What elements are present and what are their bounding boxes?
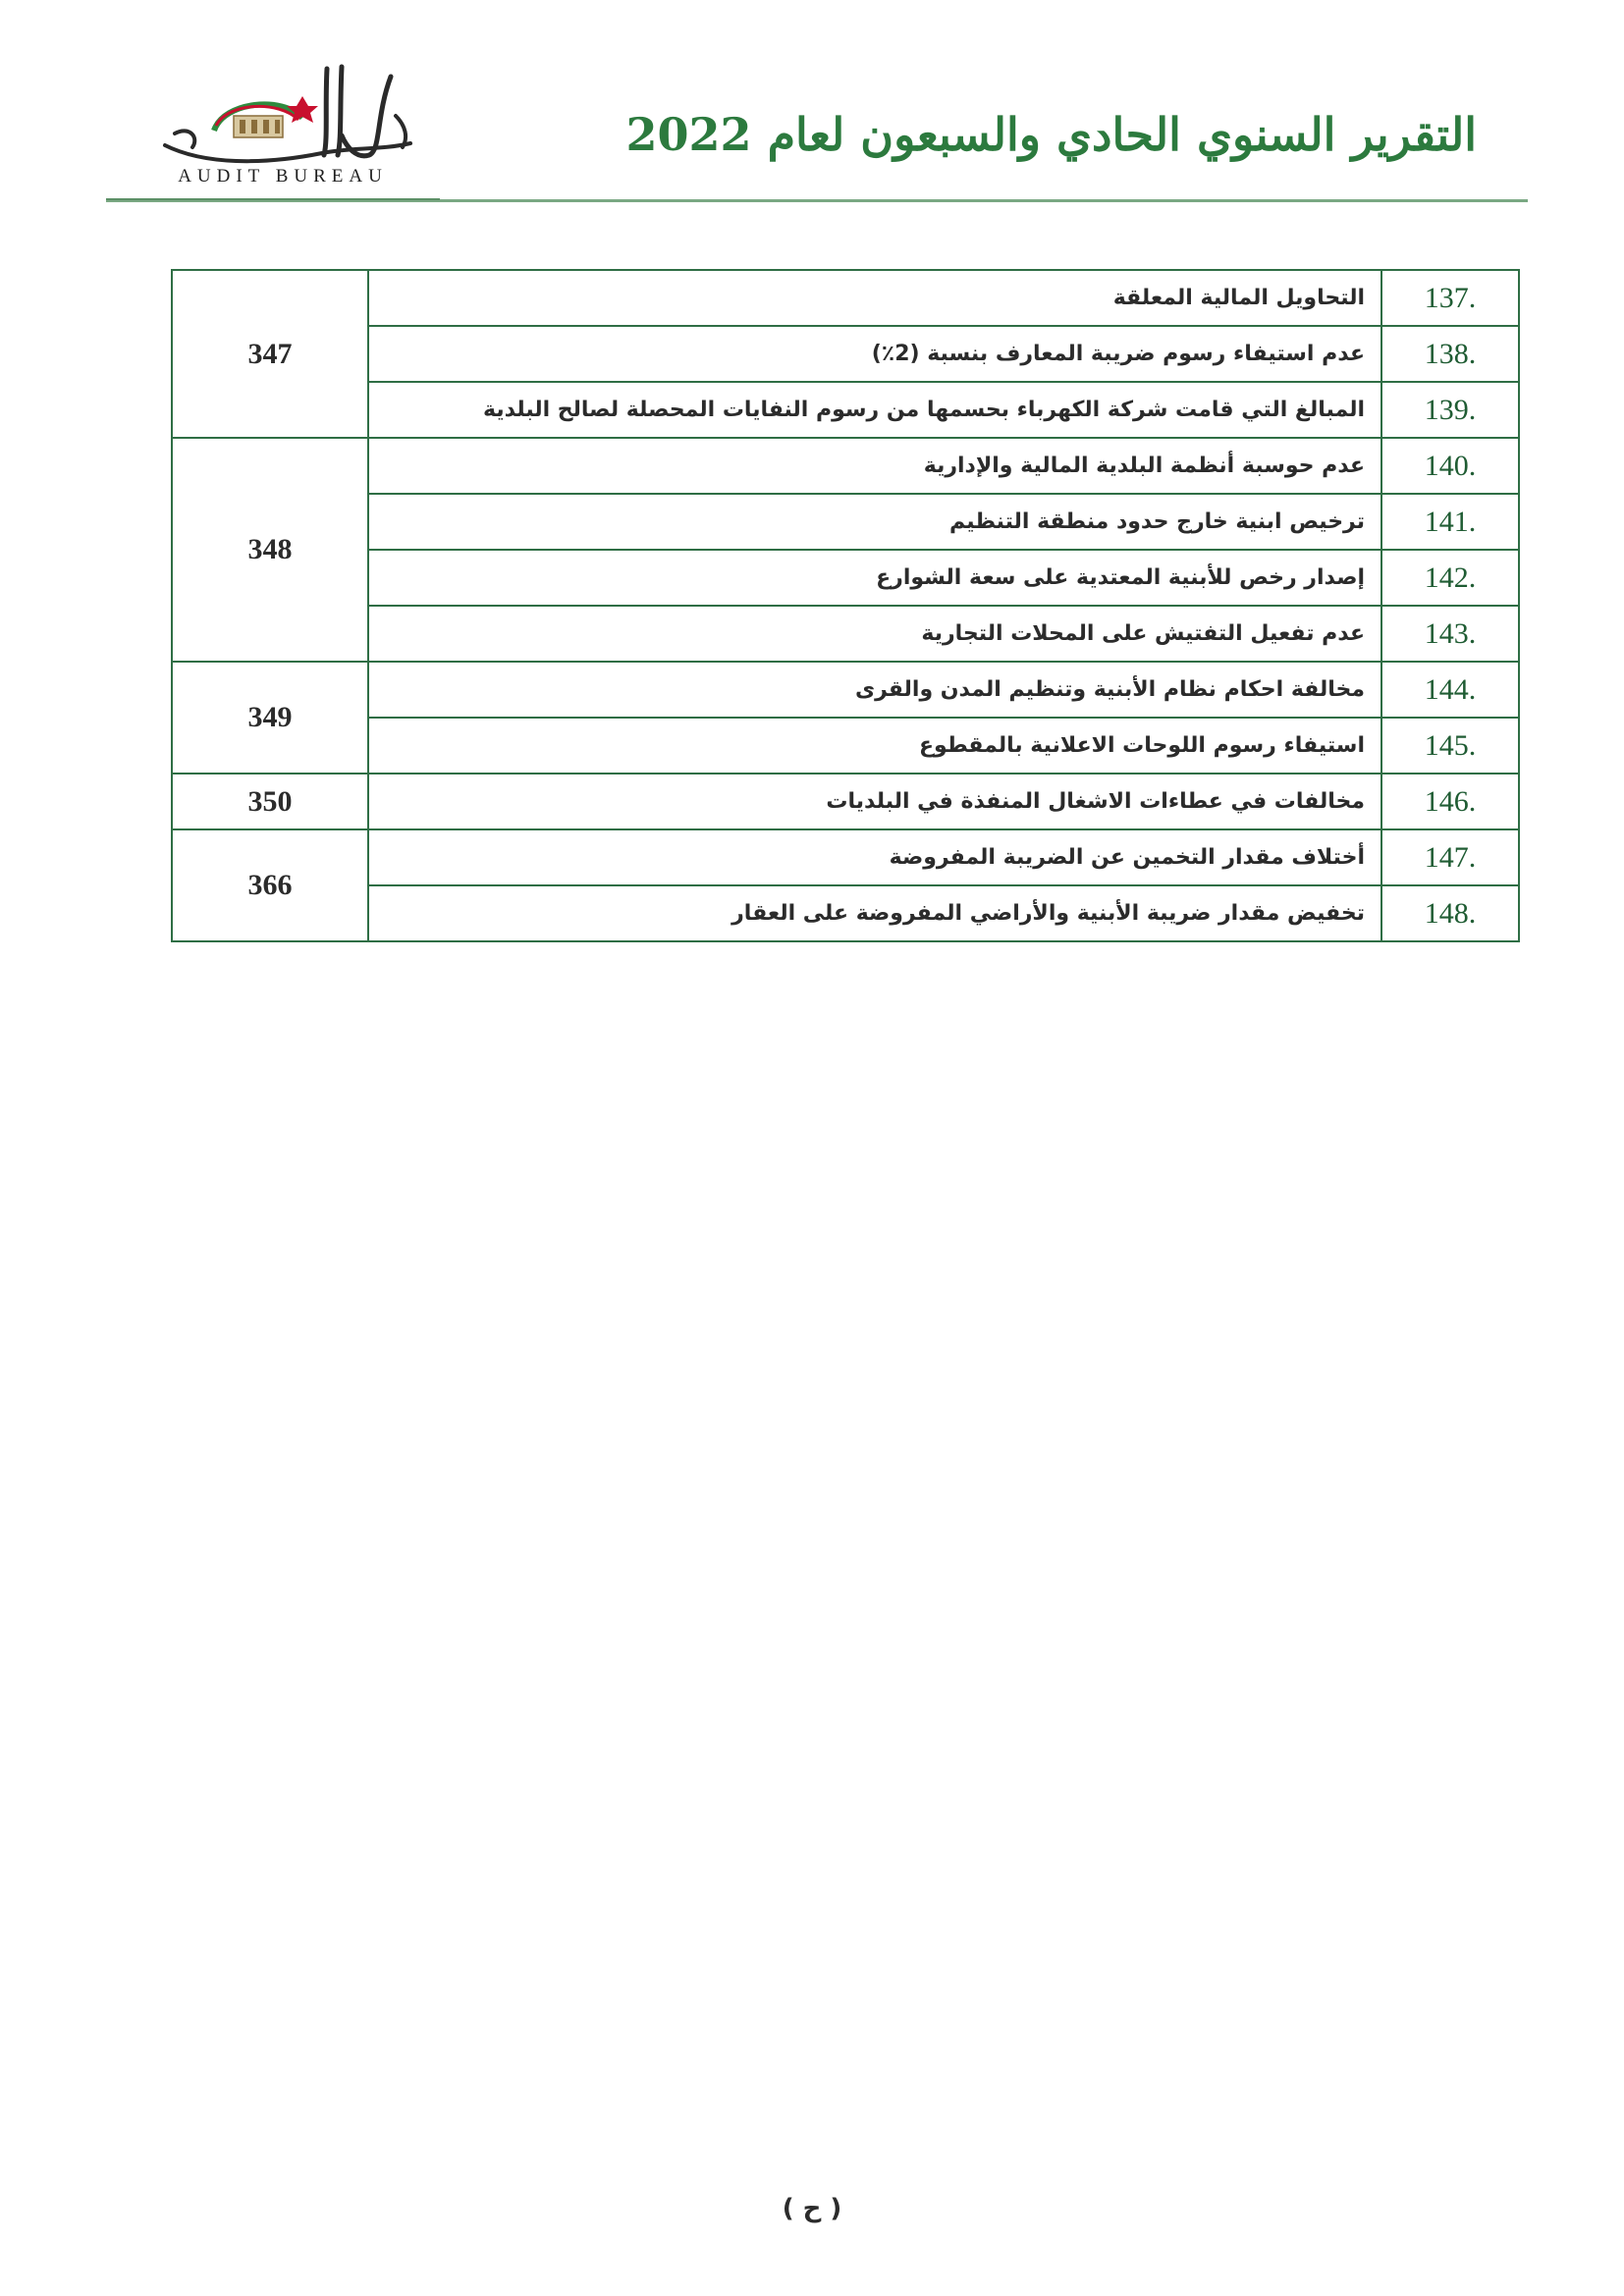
item-title: عدم استيفاء رسوم ضريبة المعارف بنسبة (2٪)	[368, 326, 1381, 382]
table-row	[172, 885, 1519, 941]
item-number: 146.	[1381, 774, 1519, 829]
page-number: 350	[172, 774, 368, 829]
contents-table	[171, 269, 1520, 942]
logo-caption: AUDIT BUREAU	[178, 166, 388, 187]
table-row	[172, 718, 1519, 774]
item-title: أختلاف مقدار التخمين عن الضريبة المفروضة	[368, 829, 1381, 885]
table-row	[172, 438, 1519, 494]
report-title: التقرير السنوي الحادي والسبعون لعام 2022	[625, 108, 1477, 161]
audit-bureau-logo	[145, 57, 420, 194]
item-title: مخالفات في عطاءات الاشغال المنفذة في البلديات	[368, 774, 1381, 829]
item-number: 145.	[1381, 718, 1519, 774]
page-header	[0, 0, 1624, 211]
item-title: مخالفة احكام نظام الأبنية وتنظيم المدن والقرى	[368, 662, 1381, 718]
table-row	[172, 606, 1519, 662]
item-title: المبالغ التي قامت شركة الكهرباء بحسمها من رسوم النفايات المحصلة لصالح البلدية	[368, 382, 1381, 438]
table-row	[172, 550, 1519, 606]
item-number: 137.	[1381, 270, 1519, 326]
item-title: عدم حوسبة أنظمة البلدية المالية والإدارية	[368, 438, 1381, 494]
item-number: 144.	[1381, 662, 1519, 718]
item-number: 139.	[1381, 382, 1519, 438]
item-title: عدم تفعيل التفتيش على المحلات التجارية	[368, 606, 1381, 662]
item-title: ترخيص ابنية خارج حدود منطقة التنظيم	[368, 494, 1381, 550]
item-number: 143.	[1381, 606, 1519, 662]
page-number: 347	[172, 270, 368, 438]
item-number: 148.	[1381, 885, 1519, 941]
page-number: 366	[172, 829, 368, 941]
table-row	[172, 494, 1519, 550]
header-divider-accent	[106, 198, 440, 200]
item-number: 147.	[1381, 829, 1519, 885]
item-title: استيفاء رسوم اللوحات الاعلانية بالمقطوع	[368, 718, 1381, 774]
table-row	[172, 829, 1519, 885]
table-row	[172, 774, 1519, 829]
item-number: 142.	[1381, 550, 1519, 606]
item-number: 138.	[1381, 326, 1519, 382]
table-row	[172, 662, 1519, 718]
item-title: إصدار رخص للأبنية المعتدية على سعة الشوارع	[368, 550, 1381, 606]
item-title: التحاويل المالية المعلقة	[368, 270, 1381, 326]
table-row	[172, 382, 1519, 438]
item-number: 141.	[1381, 494, 1519, 550]
page-marker: ( ح )	[782, 2194, 842, 2223]
table-row	[172, 326, 1519, 382]
item-number: 140.	[1381, 438, 1519, 494]
page-number: 349	[172, 662, 368, 774]
item-title: تخفيض مقدار ضريبة الأبنية والأراضي المفروضة على العقار	[368, 885, 1381, 941]
table-row	[172, 270, 1519, 326]
page-number: 348	[172, 438, 368, 662]
